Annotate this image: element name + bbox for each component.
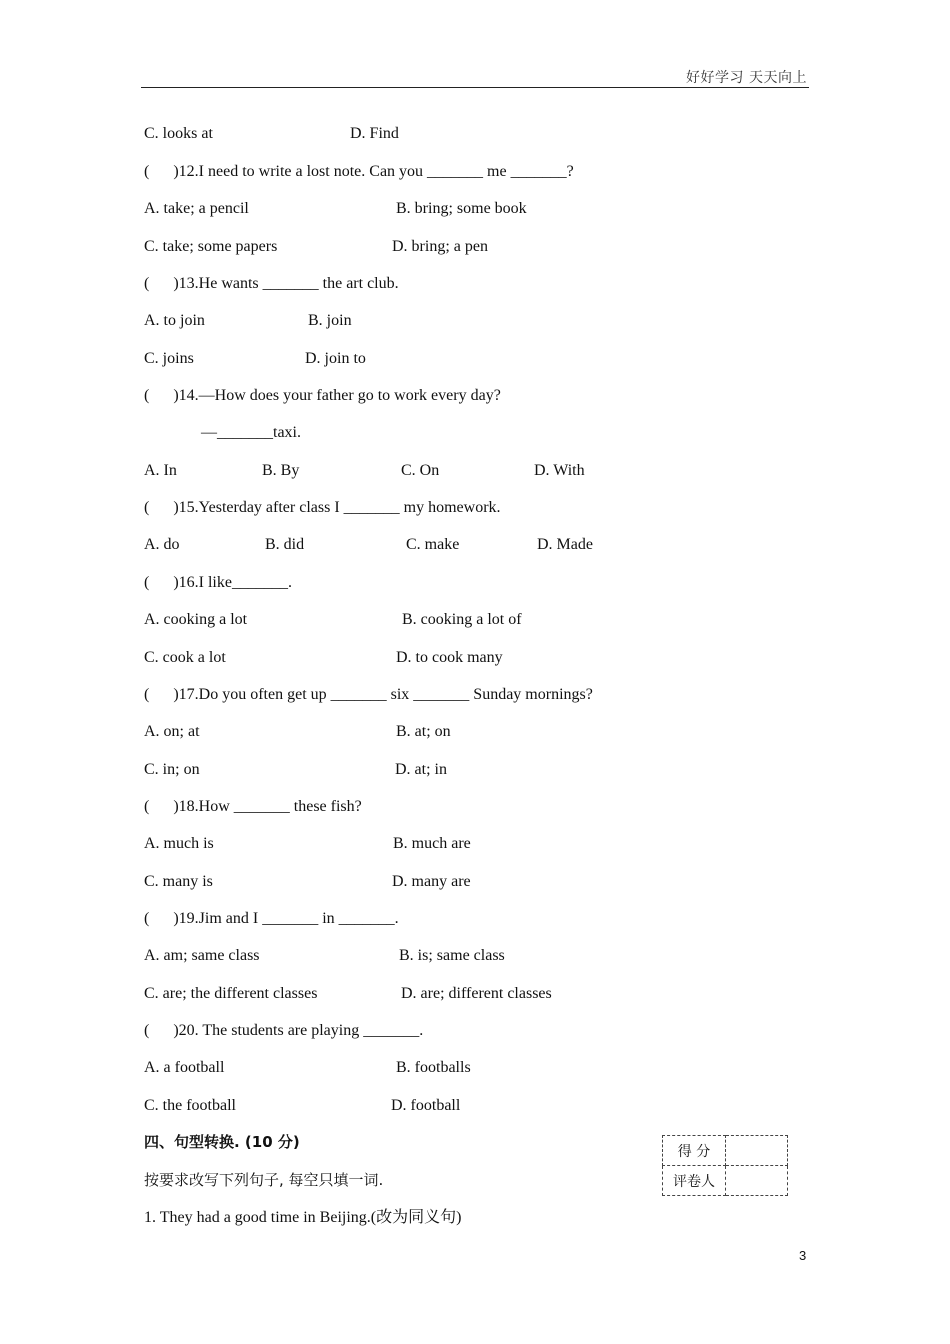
question-line: ( )18.How _______ these fish? — [144, 798, 362, 815]
answer-option: C. make — [406, 536, 460, 553]
header-rule — [141, 87, 809, 88]
answer-option: C. On — [401, 462, 440, 479]
transform-question-1: 1. They had a good time in Beijing.(改为同义句) — [144, 1209, 462, 1226]
answer-option: D. are; different classes — [401, 985, 552, 1002]
answer-option: B. much are — [393, 835, 471, 852]
answer-option: C. in; on — [144, 761, 200, 778]
answer-option: B. footballs — [396, 1059, 471, 1076]
answer-option: A. In — [144, 462, 177, 479]
grader-label: 评卷人 — [663, 1166, 726, 1196]
section-title: 四、句型转换. (10 分) — [144, 1133, 300, 1151]
page-header-text: 好好学习 天天向上 — [686, 70, 807, 86]
question-line: ( )12.I need to write a lost note. Can you _______ me _______? — [144, 163, 574, 180]
question-line: ( )17.Do you often get up _______ six _______ Sunday mornings? — [144, 686, 593, 703]
answer-option: B. By — [262, 462, 300, 479]
question-line: ( )16.I like_______. — [144, 574, 292, 591]
answer-option: A. on; at — [144, 723, 200, 740]
answer-option: B. cooking a lot of — [402, 611, 522, 628]
answer-option: C. are; the different classes — [144, 985, 318, 1002]
answer-option: B. is; same class — [399, 947, 505, 964]
answer-option: C. many is — [144, 873, 213, 890]
answer-option: D. With — [534, 462, 585, 479]
question-line: ( )14.—How does your father go to work every day? — [144, 387, 501, 404]
answer-option: A. am; same class — [144, 947, 260, 964]
answer-option: B. did — [265, 536, 305, 553]
answer-option: A. cooking a lot — [144, 611, 248, 628]
answer-option: D. football — [391, 1097, 461, 1114]
answer-option: D. join to — [305, 350, 366, 367]
score-cell — [726, 1136, 788, 1166]
score-label: 得 分 — [663, 1136, 726, 1166]
answer-option: C. take; some papers — [144, 238, 278, 255]
answer-option: C. the football — [144, 1097, 236, 1114]
answer-option: D. to cook many — [396, 649, 503, 666]
answer-prompt: —_______taxi. — [201, 424, 301, 441]
page-number: 3 — [799, 1248, 807, 1263]
answer-option: B. join — [308, 312, 352, 329]
answer-option: D. bring; a pen — [392, 238, 488, 255]
answer-option: D. Find — [350, 125, 399, 142]
answer-option: C. joins — [144, 350, 194, 367]
answer-option: B. at; on — [396, 723, 451, 740]
answer-option: A. a football — [144, 1059, 225, 1076]
answer-option: B. bring; some book — [396, 200, 527, 217]
score-table — [662, 1135, 788, 1196]
answer-option: D. at; in — [395, 761, 447, 778]
question-line: ( )15.Yesterday after class I _______ my homework. — [144, 499, 501, 516]
grader-cell — [726, 1166, 788, 1196]
answer-option: C. cook a lot — [144, 649, 226, 666]
question-line: ( )13.He wants _______ the art club. — [144, 275, 399, 292]
question-line: ( )20. The students are playing _______. — [144, 1022, 424, 1039]
answer-option: A. much is — [144, 835, 214, 852]
answer-option: A. do — [144, 536, 180, 553]
section-instruction: 按要求改写下列句子, 每空只填一词. — [144, 1171, 384, 1189]
answer-option: C. looks at — [144, 125, 213, 142]
question-line: ( )19.Jim and I _______ in _______. — [144, 910, 399, 927]
answer-option: A. to join — [144, 312, 205, 329]
answer-option: A. take; a pencil — [144, 200, 249, 217]
answer-option: D. Made — [537, 536, 593, 553]
answer-option: D. many are — [392, 873, 471, 890]
